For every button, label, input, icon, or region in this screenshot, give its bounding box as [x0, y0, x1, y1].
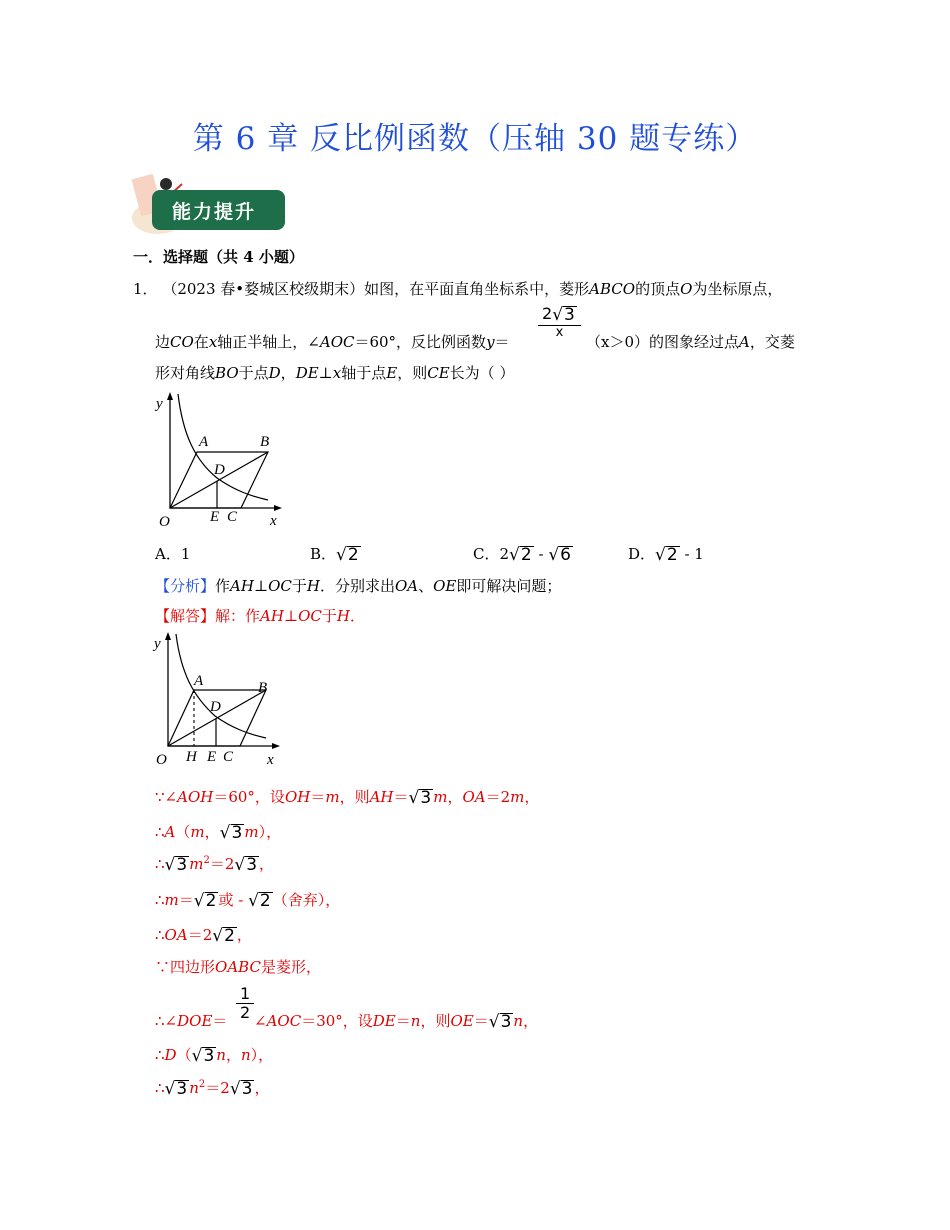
s-text: ， — [524, 788, 540, 806]
q-var: ABCO — [589, 280, 636, 298]
s-text: ， — [225, 1046, 241, 1064]
radicand: 2 — [347, 545, 359, 565]
frac-num: 2 — [542, 304, 553, 323]
q-text: 边 — [155, 333, 171, 351]
q-text: 如图，在平面直角坐标系中，菱形 — [364, 280, 590, 298]
q-text: ＝60°，反比例函数 — [354, 333, 487, 351]
figure-2 — [150, 630, 290, 770]
q-text: ＝ — [494, 333, 510, 351]
s-text: ＝60°，设 — [213, 788, 285, 806]
fig1-label-o: O — [159, 514, 170, 530]
option-label: B． — [310, 545, 337, 563]
question-1-line-1 — [133, 278, 782, 299]
option-label: C．2 — [473, 545, 510, 563]
fig2-label-o: O — [156, 752, 167, 768]
a-var: OA — [394, 577, 419, 595]
q-var: E — [386, 364, 398, 382]
s-text: ⊥ — [283, 607, 299, 625]
fig2-label-b: B — [258, 680, 268, 696]
s-var: AH — [369, 788, 394, 806]
s-text: ∴ — [155, 1046, 165, 1064]
s-text: ＝ — [212, 1012, 228, 1030]
frac-num: 1 — [236, 985, 254, 1004]
s-text: ＝ — [395, 1012, 411, 1030]
frac-den: x — [555, 324, 564, 340]
step-1: ∵∠AOH＝60°，设OH＝m，则AH＝√3 m，OA＝2m， — [155, 788, 540, 808]
q-text: 形对角线 — [155, 364, 216, 382]
s-text: 于 — [321, 607, 337, 625]
a-text: ⊥ — [253, 577, 269, 595]
radicand: 6 — [560, 545, 571, 565]
a-text: ．分别求出 — [319, 577, 395, 595]
q-text: （x＞0）的图象经过点 — [586, 333, 740, 351]
radicand: 2 — [520, 545, 532, 565]
q-var: D — [268, 364, 281, 382]
a-var: OE — [433, 577, 457, 595]
step-4: ∴m＝√2 或 - √2 （舍弃）， — [155, 891, 341, 911]
q-text: ， — [280, 364, 296, 382]
s-var: OABC — [215, 958, 261, 976]
frac-den: 2 — [240, 1002, 251, 1022]
s-text: ． — [349, 607, 365, 625]
q-var: y — [486, 333, 495, 351]
s-exp: 2 — [198, 1079, 206, 1090]
q-var: CO — [170, 333, 194, 351]
s-text: ＝ — [473, 1012, 489, 1030]
step-9: ∴√3 $n^2=2√3$ ， — [155, 1079, 270, 1099]
analysis-line — [155, 575, 561, 596]
radicand: 3 — [231, 823, 243, 843]
fig2-label-e: E — [207, 749, 217, 765]
q-text: ，交菱 — [749, 333, 795, 351]
q-var: x — [332, 364, 342, 382]
s-text: ＝2 — [485, 788, 511, 806]
s-text: ＝2 — [187, 926, 213, 944]
s-text: ＝2 — [205, 1079, 230, 1097]
fig2-label-a: A — [194, 673, 204, 689]
step-7b: ∠AOC＝30°，设DE＝n，则OE＝√3 n， — [254, 1012, 539, 1032]
radicand: 3 — [176, 1079, 188, 1099]
fig2-label-x: x — [267, 752, 274, 768]
question-number: 1． — [133, 280, 158, 298]
s-text: （舍弃）， — [272, 891, 341, 909]
analysis-tag: 【分析】 — [155, 577, 216, 595]
s-text: 解：作 — [215, 607, 261, 625]
s-var: DE — [372, 1012, 396, 1030]
s-exp: 2 — [203, 855, 210, 866]
step-7a — [155, 1010, 227, 1031]
half-fraction — [236, 985, 254, 1021]
s-text: ， — [254, 1079, 270, 1097]
q-text: ，则 — [397, 364, 428, 382]
radicand: 3 — [420, 788, 432, 808]
question-1-line-2b — [586, 331, 795, 352]
radicand: 3 — [246, 855, 258, 875]
inverse-function-fraction: $\frac{2√3}{x}$ — [538, 305, 581, 340]
s-var: AOH — [177, 788, 214, 806]
a-text: 作 — [215, 577, 231, 595]
radicand: 3 — [500, 1012, 512, 1032]
s-text: 是菱形， — [260, 958, 321, 976]
ability-badge — [130, 170, 290, 238]
fig1-label-b: B — [260, 434, 270, 450]
a-var: AH — [230, 577, 254, 595]
s-text: ∵四边形 — [155, 958, 216, 976]
fig1-label-e: E — [210, 509, 220, 525]
q-var: BO — [215, 364, 239, 382]
s-text: ）， — [250, 1046, 274, 1064]
s-var: D — [164, 1046, 177, 1064]
fig1-label-a: A — [199, 434, 209, 450]
option-label: D． — [628, 545, 656, 563]
s-var: OA — [462, 788, 486, 806]
fig1-label-d: D — [214, 462, 225, 478]
q-text: 轴于点 — [341, 364, 387, 382]
fig1-label-c: C — [227, 509, 238, 525]
s-text: ＝2 — [209, 855, 235, 873]
option-c[interactable]: C．2√2 - √6 — [473, 545, 571, 565]
s-text: ∴ — [155, 1079, 165, 1097]
s-var: m — [433, 788, 448, 806]
question-1-line-2a — [155, 331, 510, 352]
s-var: H — [336, 607, 350, 625]
s-var: OE — [450, 1012, 474, 1030]
s-var: AH — [260, 607, 284, 625]
s-var: m — [189, 855, 204, 873]
s-text: （ — [175, 823, 191, 841]
s-var: m — [164, 891, 179, 909]
q-text: 于点 — [238, 364, 269, 382]
fig2-label-h: H — [186, 749, 197, 765]
q-var: DE — [295, 364, 319, 382]
fig2-label-d: D — [210, 699, 221, 715]
q-text: 的顶点 — [635, 280, 681, 298]
s-var: n — [410, 1012, 421, 1030]
s-var: OH — [284, 788, 311, 806]
s-var: A — [164, 823, 176, 841]
option-b[interactable]: B．√2 — [310, 545, 359, 565]
s-text: ，则 — [420, 1012, 451, 1030]
radicand: 3 — [203, 1046, 215, 1066]
s-var: n — [189, 1079, 199, 1097]
s-var: m — [510, 788, 525, 806]
s-text: ）， — [258, 823, 282, 841]
q-text: 长为（ ） — [449, 364, 515, 382]
radicand: 2 — [259, 891, 271, 911]
radicand: 2 — [224, 926, 235, 946]
option-tail: - 1 — [679, 545, 704, 563]
s-var: m — [325, 788, 340, 806]
s-text: ，则 — [339, 788, 370, 806]
s-text: ∴ — [155, 891, 165, 909]
s-text: ， — [236, 926, 252, 944]
page-title: 第 6 章 反比例函数（压轴 30 题专练） — [192, 121, 758, 157]
q-text: 在 — [193, 333, 209, 351]
s-text: （ — [176, 1046, 192, 1064]
q-text: 为坐标原点， — [692, 280, 783, 298]
s-text: ∠ — [254, 1012, 267, 1030]
section-heading: 一．选择题（共 4 小题） — [133, 248, 304, 266]
q-var: AOC — [319, 333, 355, 351]
s-text: ∵∠ — [155, 788, 178, 806]
s-var: n — [240, 1046, 251, 1064]
step-8: ∴D（√3 n，n）， — [155, 1046, 274, 1066]
fig1-label-y: y — [156, 396, 163, 412]
frac-radicand: 3 — [564, 305, 575, 325]
option-d[interactable]: D．√2 - 1 — [628, 545, 704, 565]
s-var: m — [190, 823, 205, 841]
s-var: m — [244, 823, 259, 841]
a-text: 于 — [291, 577, 307, 595]
a-var: H — [306, 577, 320, 595]
q-var: O — [680, 280, 693, 298]
step-3: ∴√3 $m^2=2√3$ ， — [155, 855, 275, 875]
q-text: 轴正半轴上，∠ — [217, 333, 320, 351]
s-text: ∴∠ — [155, 1012, 178, 1030]
s-var: AOC — [266, 1012, 302, 1030]
s-text: ， — [447, 788, 463, 806]
s-text: ∴ — [155, 926, 165, 944]
s-text: ， — [204, 823, 220, 841]
radicand: 3 — [241, 1079, 253, 1099]
s-text: ＝ — [310, 788, 326, 806]
badge-label: 能力提升 — [172, 201, 257, 223]
s-text: ， — [523, 1012, 539, 1030]
question-1-line-3 — [155, 362, 514, 383]
q-var: x — [208, 333, 218, 351]
answer-line — [155, 605, 365, 626]
question-source: （2023 春•婺城区校级期末） — [162, 280, 365, 298]
q-text: ⊥ — [318, 364, 333, 382]
answer-tag: 【解答】 — [155, 607, 216, 625]
s-var: n — [513, 1012, 524, 1030]
s-text: ＝ — [393, 788, 409, 806]
step-5: ∴OA＝2√2 ， — [155, 926, 252, 946]
fig2-label-y: y — [154, 636, 161, 652]
step-2: ∴A（m，√3 m）， — [155, 823, 282, 843]
fig2-label-c: C — [223, 749, 234, 765]
radicand: 3 — [176, 855, 188, 875]
s-var: OC — [298, 607, 322, 625]
s-text: 或 - — [218, 891, 249, 909]
radicand: 2 — [205, 891, 217, 911]
s-text: ＝30°，设 — [301, 1012, 373, 1030]
option-a[interactable]: A．1 — [155, 545, 191, 563]
a-var: OC — [268, 577, 292, 595]
figure-1 — [150, 390, 290, 530]
q-var: CE — [427, 364, 450, 382]
fig1-label-x: x — [270, 513, 277, 529]
s-var: OA — [164, 926, 188, 944]
s-text: ∴ — [155, 855, 165, 873]
s-text: ＝ — [178, 891, 194, 909]
step-6 — [155, 956, 321, 977]
a-text: 、 — [418, 577, 434, 595]
a-text: 即可解决问题； — [456, 577, 562, 595]
q-var: A — [739, 333, 750, 351]
minus: - — [533, 545, 549, 563]
s-text: ∴ — [155, 823, 165, 841]
radicand: 2 — [666, 545, 678, 565]
s-var: n — [216, 1046, 226, 1064]
s-text: ， — [259, 855, 275, 873]
s-var: DOE — [177, 1012, 213, 1030]
